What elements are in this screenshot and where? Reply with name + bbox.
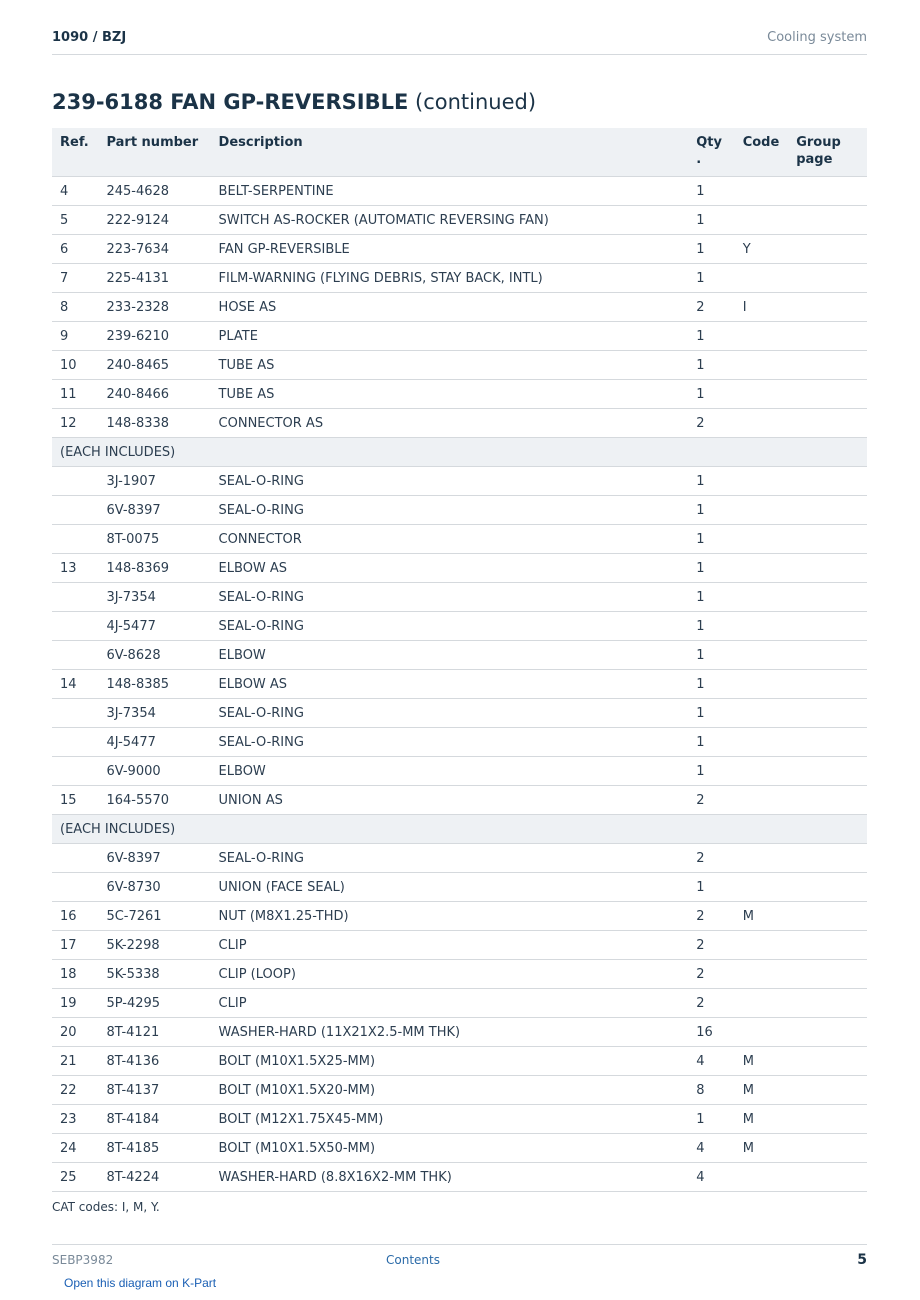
cell-description: TUBE AS — [211, 351, 689, 380]
cell-code — [735, 844, 789, 873]
cell-group-page — [788, 1134, 867, 1163]
table-row — [52, 177, 867, 206]
kpart-diagram-link[interactable]: Open this diagram on K-Part — [64, 1276, 217, 1290]
cell-ref — [52, 583, 98, 612]
table-row — [52, 902, 867, 931]
cell-description: PLATE — [211, 322, 689, 351]
table-row — [52, 1047, 867, 1076]
cell-part-number: 5K-2298 — [98, 931, 210, 960]
table-row — [52, 1163, 867, 1192]
cell-group-page — [788, 322, 867, 351]
cell-ref: 13 — [52, 554, 98, 583]
cell-description: WASHER-HARD (8.8X16X2-MM THK) — [211, 1163, 689, 1192]
cell-description: WASHER-HARD (11X21X2.5-MM THK) — [211, 1018, 689, 1047]
col-group-page: Group page — [788, 128, 867, 177]
cell-part-number: 6V-8628 — [98, 641, 210, 670]
cell-qty: 2 — [688, 931, 734, 960]
parts-table-body — [52, 177, 867, 1192]
cell-description: NUT (M8X1.25-THD) — [211, 902, 689, 931]
cell-ref — [52, 496, 98, 525]
cell-ref: 20 — [52, 1018, 98, 1047]
cell-qty: 2 — [688, 902, 734, 931]
cell-group-page — [788, 612, 867, 641]
cell-qty: 1 — [688, 670, 734, 699]
page-header — [52, 26, 867, 55]
cell-part-number: 8T-0075 — [98, 525, 210, 554]
cell-code — [735, 786, 789, 815]
cell-code — [735, 467, 789, 496]
cell-group-page — [788, 293, 867, 322]
cell-qty: 4 — [688, 1163, 734, 1192]
col-description: Description — [211, 128, 689, 177]
cell-description: ELBOW AS — [211, 670, 689, 699]
cell-group-page — [788, 989, 867, 1018]
table-header-row — [52, 128, 867, 177]
cat-codes-note: CAT codes: I, M, Y. — [52, 1200, 160, 1214]
table-row — [52, 293, 867, 322]
cell-qty: 1 — [688, 612, 734, 641]
includes-note: (EACH INCLUDES) — [52, 438, 867, 467]
table-row — [52, 380, 867, 409]
cell-group-page — [788, 1018, 867, 1047]
cell-description: SEAL-O-RING — [211, 467, 689, 496]
cell-group-page — [788, 786, 867, 815]
cell-group-page — [788, 554, 867, 583]
cell-qty: 1 — [688, 264, 734, 293]
cell-part-number: 6V-8730 — [98, 873, 210, 902]
table-row — [52, 786, 867, 815]
cell-group-page — [788, 1047, 867, 1076]
cell-qty: 1 — [688, 699, 734, 728]
cell-ref — [52, 699, 98, 728]
cell-part-number: 148-8385 — [98, 670, 210, 699]
cell-group-page — [788, 206, 867, 235]
cell-qty: 4 — [688, 1047, 734, 1076]
cell-group-page — [788, 496, 867, 525]
cell-description: SWITCH AS-ROCKER (AUTOMATIC REVERSING FAN) — [211, 206, 689, 235]
cell-ref: 17 — [52, 931, 98, 960]
cell-code — [735, 1163, 789, 1192]
cell-part-number: 148-8338 — [98, 409, 210, 438]
cell-code — [735, 728, 789, 757]
cell-group-page — [788, 670, 867, 699]
cell-qty: 16 — [688, 1018, 734, 1047]
page-footer — [52, 1244, 867, 1275]
cell-code — [735, 525, 789, 554]
cell-code: M — [735, 1076, 789, 1105]
cell-ref: 19 — [52, 989, 98, 1018]
title-suffix: (continued) — [408, 90, 537, 114]
cell-ref — [52, 757, 98, 786]
cell-group-page — [788, 380, 867, 409]
table-row — [52, 728, 867, 757]
includes-note: (EACH INCLUDES) — [52, 815, 867, 844]
table-row — [52, 989, 867, 1018]
table-row — [52, 525, 867, 554]
table-row — [52, 873, 867, 902]
cell-part-number: 233-2328 — [98, 293, 210, 322]
cell-group-page — [788, 757, 867, 786]
cell-qty: 1 — [688, 525, 734, 554]
includes-note-row — [52, 438, 867, 467]
cell-qty: 1 — [688, 235, 734, 264]
cell-code — [735, 612, 789, 641]
cell-qty: 1 — [688, 757, 734, 786]
col-code: Code — [735, 128, 789, 177]
cell-code: M — [735, 1134, 789, 1163]
cell-qty: 1 — [688, 554, 734, 583]
cell-group-page — [788, 902, 867, 931]
cell-code — [735, 989, 789, 1018]
table-row — [52, 235, 867, 264]
cell-code: M — [735, 1047, 789, 1076]
cell-ref: 8 — [52, 293, 98, 322]
cell-code — [735, 583, 789, 612]
cell-code — [735, 960, 789, 989]
breadcrumb: 1090 / BZJ — [52, 30, 127, 45]
table-row — [52, 670, 867, 699]
cell-code — [735, 206, 789, 235]
table-row — [52, 264, 867, 293]
cell-ref — [52, 873, 98, 902]
cell-qty: 2 — [688, 844, 734, 873]
table-row — [52, 612, 867, 641]
cell-part-number: 5C-7261 — [98, 902, 210, 931]
cell-description: BOLT (M10X1.5X20-MM) — [211, 1076, 689, 1105]
cell-qty: 1 — [688, 583, 734, 612]
cell-code — [735, 351, 789, 380]
cell-part-number: 8T-4121 — [98, 1018, 210, 1047]
assembly-title: 239-6188 FAN GP-REVERSIBLE — [52, 90, 409, 114]
cell-ref: 6 — [52, 235, 98, 264]
cell-code — [735, 554, 789, 583]
table-row — [52, 409, 867, 438]
cell-group-page — [788, 931, 867, 960]
cell-description: CLIP — [211, 989, 689, 1018]
table-row — [52, 757, 867, 786]
cell-qty: 1 — [688, 177, 734, 206]
cell-ref: 25 — [52, 1163, 98, 1192]
cell-part-number: 8T-4136 — [98, 1047, 210, 1076]
cell-group-page — [788, 235, 867, 264]
cell-part-number: 4J-5477 — [98, 612, 210, 641]
cell-ref: 12 — [52, 409, 98, 438]
cell-description: SEAL-O-RING — [211, 844, 689, 873]
cell-part-number: 3J-7354 — [98, 699, 210, 728]
cell-part-number: 5K-5338 — [98, 960, 210, 989]
cell-part-number: 8T-4185 — [98, 1134, 210, 1163]
cell-part-number: 239-6210 — [98, 322, 210, 351]
cell-description: CLIP (LOOP) — [211, 960, 689, 989]
cell-description: FILM-WARNING (FLYING DEBRIS, STAY BACK, INTL) — [211, 264, 689, 293]
cell-group-page — [788, 177, 867, 206]
cell-description: UNION (FACE SEAL) — [211, 873, 689, 902]
cell-code: M — [735, 902, 789, 931]
cell-qty: 1 — [688, 1105, 734, 1134]
cell-ref — [52, 525, 98, 554]
cell-ref — [52, 641, 98, 670]
cell-group-page — [788, 1076, 867, 1105]
cell-code — [735, 322, 789, 351]
cell-ref: 21 — [52, 1047, 98, 1076]
cell-qty: 2 — [688, 293, 734, 322]
col-ref: Ref. — [52, 128, 98, 177]
cell-ref: 4 — [52, 177, 98, 206]
cell-qty: 2 — [688, 409, 734, 438]
cell-description: BELT-SERPENTINE — [211, 177, 689, 206]
cell-part-number: 240-8466 — [98, 380, 210, 409]
cell-group-page — [788, 873, 867, 902]
cell-qty: 1 — [688, 728, 734, 757]
cell-qty: 2 — [688, 786, 734, 815]
cell-code — [735, 1018, 789, 1047]
cell-part-number: 6V-8397 — [98, 496, 210, 525]
cell-description: ELBOW — [211, 757, 689, 786]
page-number: 5 — [857, 1252, 867, 1268]
cell-ref: 22 — [52, 1076, 98, 1105]
cell-code — [735, 496, 789, 525]
cell-description: SEAL-O-RING — [211, 612, 689, 641]
cell-group-page — [788, 264, 867, 293]
cell-description: FAN GP-REVERSIBLE — [211, 235, 689, 264]
cell-part-number: 8T-4137 — [98, 1076, 210, 1105]
cell-qty: 4 — [688, 1134, 734, 1163]
table-row — [52, 699, 867, 728]
cell-ref — [52, 844, 98, 873]
cell-description: UNION AS — [211, 786, 689, 815]
col-part-number: Part number — [98, 128, 210, 177]
cell-qty: 1 — [688, 380, 734, 409]
cell-qty: 1 — [688, 873, 734, 902]
cell-code — [735, 641, 789, 670]
cell-part-number: 148-8369 — [98, 554, 210, 583]
cell-qty: 1 — [688, 641, 734, 670]
cell-qty: 1 — [688, 496, 734, 525]
cell-group-page — [788, 583, 867, 612]
cell-description: CONNECTOR AS — [211, 409, 689, 438]
cell-group-page — [788, 844, 867, 873]
cell-group-page — [788, 409, 867, 438]
table-row — [52, 1134, 867, 1163]
cell-description: SEAL-O-RING — [211, 583, 689, 612]
cell-description: BOLT (M10X1.5X25-MM) — [211, 1047, 689, 1076]
cell-group-page — [788, 1163, 867, 1192]
cell-group-page — [788, 728, 867, 757]
cell-qty: 1 — [688, 351, 734, 380]
table-row — [52, 1105, 867, 1134]
cell-code — [735, 757, 789, 786]
cell-group-page — [788, 1105, 867, 1134]
cell-part-number: 225-4131 — [98, 264, 210, 293]
cell-part-number: 6V-8397 — [98, 844, 210, 873]
cell-code — [735, 409, 789, 438]
parts-table — [52, 128, 867, 1192]
cell-group-page — [788, 351, 867, 380]
cell-ref: 24 — [52, 1134, 98, 1163]
cell-code: Y — [735, 235, 789, 264]
cell-code — [735, 931, 789, 960]
cell-description: ELBOW AS — [211, 554, 689, 583]
cell-qty: 1 — [688, 467, 734, 496]
table-row — [52, 206, 867, 235]
cell-ref: 23 — [52, 1105, 98, 1134]
table-row — [52, 1076, 867, 1105]
cell-description: HOSE AS — [211, 293, 689, 322]
cell-description: CLIP — [211, 931, 689, 960]
table-row — [52, 641, 867, 670]
cell-ref: 5 — [52, 206, 98, 235]
cell-code: M — [735, 1105, 789, 1134]
cell-description: CONNECTOR — [211, 525, 689, 554]
cell-ref — [52, 467, 98, 496]
cell-part-number: 164-5570 — [98, 786, 210, 815]
cell-group-page — [788, 641, 867, 670]
cell-qty: 1 — [688, 206, 734, 235]
cell-ref: 15 — [52, 786, 98, 815]
cell-ref: 10 — [52, 351, 98, 380]
includes-note-row — [52, 815, 867, 844]
cell-qty: 8 — [688, 1076, 734, 1105]
table-row — [52, 844, 867, 873]
cell-group-page — [788, 525, 867, 554]
cell-ref — [52, 728, 98, 757]
table-row — [52, 960, 867, 989]
table-row — [52, 554, 867, 583]
cell-qty: 1 — [688, 322, 734, 351]
cell-part-number: 240-8465 — [98, 351, 210, 380]
table-row — [52, 496, 867, 525]
cell-group-page — [788, 467, 867, 496]
cell-description: SEAL-O-RING — [211, 699, 689, 728]
cell-ref — [52, 612, 98, 641]
cell-group-page — [788, 699, 867, 728]
cell-part-number: 3J-7354 — [98, 583, 210, 612]
cell-ref: 16 — [52, 902, 98, 931]
cell-qty: 2 — [688, 989, 734, 1018]
cell-description: BOLT (M10X1.5X50-MM) — [211, 1134, 689, 1163]
cell-part-number: 245-4628 — [98, 177, 210, 206]
cell-part-number: 222-9124 — [98, 206, 210, 235]
cell-code — [735, 380, 789, 409]
table-row — [52, 322, 867, 351]
table-row — [52, 467, 867, 496]
table-row — [52, 1018, 867, 1047]
cell-qty: 2 — [688, 960, 734, 989]
cell-description: SEAL-O-RING — [211, 496, 689, 525]
cell-group-page — [788, 960, 867, 989]
col-qty: Qty . — [688, 128, 734, 177]
cell-part-number: 5P-4295 — [98, 989, 210, 1018]
cell-part-number: 8T-4184 — [98, 1105, 210, 1134]
cell-code — [735, 177, 789, 206]
cell-part-number: 3J-1907 — [98, 467, 210, 496]
table-row — [52, 583, 867, 612]
cell-code — [735, 873, 789, 902]
cell-ref: 18 — [52, 960, 98, 989]
cell-part-number: 6V-9000 — [98, 757, 210, 786]
cell-ref: 9 — [52, 322, 98, 351]
cell-part-number: 223-7634 — [98, 235, 210, 264]
cell-ref: 11 — [52, 380, 98, 409]
cell-ref: 14 — [52, 670, 98, 699]
cell-description: TUBE AS — [211, 380, 689, 409]
cell-code — [735, 699, 789, 728]
table-row — [52, 351, 867, 380]
document-id: SEBP3982 — [52, 1253, 114, 1267]
cell-part-number: 8T-4224 — [98, 1163, 210, 1192]
cell-code — [735, 264, 789, 293]
cell-code — [735, 670, 789, 699]
table-row — [52, 931, 867, 960]
page-title — [52, 90, 536, 114]
cell-description: SEAL-O-RING — [211, 728, 689, 757]
cell-ref: 7 — [52, 264, 98, 293]
cell-description: ELBOW — [211, 641, 689, 670]
cell-code: I — [735, 293, 789, 322]
section-name: Cooling system — [767, 30, 867, 45]
cell-description: BOLT (M12X1.75X45-MM) — [211, 1105, 689, 1134]
cell-part-number: 4J-5477 — [98, 728, 210, 757]
contents-link[interactable]: Contents — [386, 1253, 440, 1267]
